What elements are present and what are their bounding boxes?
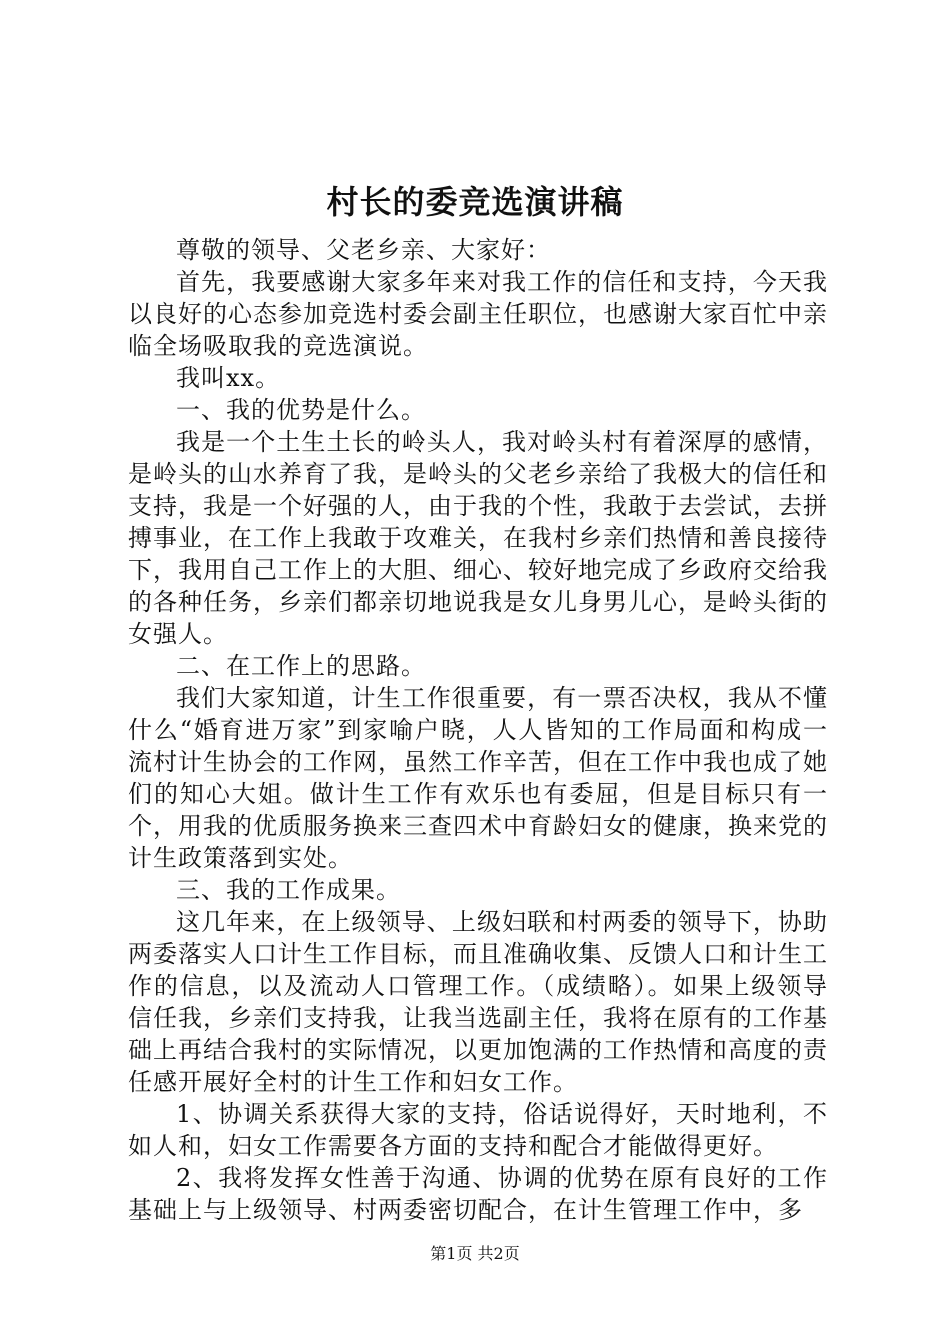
- paragraph-greeting: 尊敬的领导、父老乡亲、大家好：: [176, 236, 551, 264]
- paragraph-thanks: 首先，我要感谢大家多年来对我工作的信任和支持，今天我以良好的心态参加竞选村委会副主任职位，也感谢大家百忙中亲临全场吸取我的竞选演说。: [128, 268, 828, 360]
- paragraph-results: 这几年来，在上级领导、上级妇联和村两委的领导下，协助两委落实人口计生工作目标，而且准确收集、反馈人口和计生工作的信息，以及流动人口管理工作。（成绩略）。如果上级领导信任我，乡亲们支持我，让我当选副主任，我将在原有的工作基础上再结合我村的实际情况，以更加饱满的工作热情和高度的责任感开展好全村的计生工作和妇女工作。: [128, 908, 828, 1096]
- paragraph-ideas: 我们大家知道，计生工作很重要，有一票否决权，我从不懂什么“婚育进万家”到家喻户晓，人人皆知的工作局面和构成一流村计生协会的工作网，虽然工作辛苦，但在工作中我也成了她们的知心大姐。做计生工作有欢乐也有委屈，但是目标只有一个，用我的优质服务换来三查四术中育龄妇女的健康，换来党的计生政策落到实处。: [128, 684, 828, 872]
- section-heading-results: 三、我的工作成果。: [176, 876, 401, 904]
- section-heading-ideas: 二、在工作上的思路。: [176, 652, 426, 680]
- paragraph-advantages: 我是一个土生土长的岭头人，我对岭头村有着深厚的感情，是岭头的山水养育了我，是岭头的父老乡亲给了我极大的信任和支持，我是一个好强的人，由于我的个性，我敢于去尝试，去拼搏事业，在工作上我敢于攻难关，在我村乡亲们热情和善良接待下，我用自己工作上的大胆、细心、较好地完成了乡政府交给我的各种任务，乡亲们都亲切地说我是女儿身男儿心，是岭头街的女强人。: [128, 428, 828, 648]
- document-title: 村长的委竞选演讲稿: [326, 183, 624, 221]
- list-item-1: 1、协调关系获得大家的支持，俗话说得好，天时地利，不如人和，妇女工作需要各方面的支持和配合才能做得更好。: [128, 1100, 828, 1160]
- page-footer: 第1页 共2页: [430, 1244, 520, 1263]
- section-heading-advantages: 一、我的优势是什么。: [176, 396, 426, 424]
- document-body: [128, 234, 828, 1226]
- paragraph-name: 我叫xx。: [176, 364, 281, 392]
- list-item-2: 2、我将发挥女性善于沟通、协调的优势在原有良好的工作基础上与上级领导、村两委密切配合，在计生管理工作中，多: [128, 1164, 828, 1224]
